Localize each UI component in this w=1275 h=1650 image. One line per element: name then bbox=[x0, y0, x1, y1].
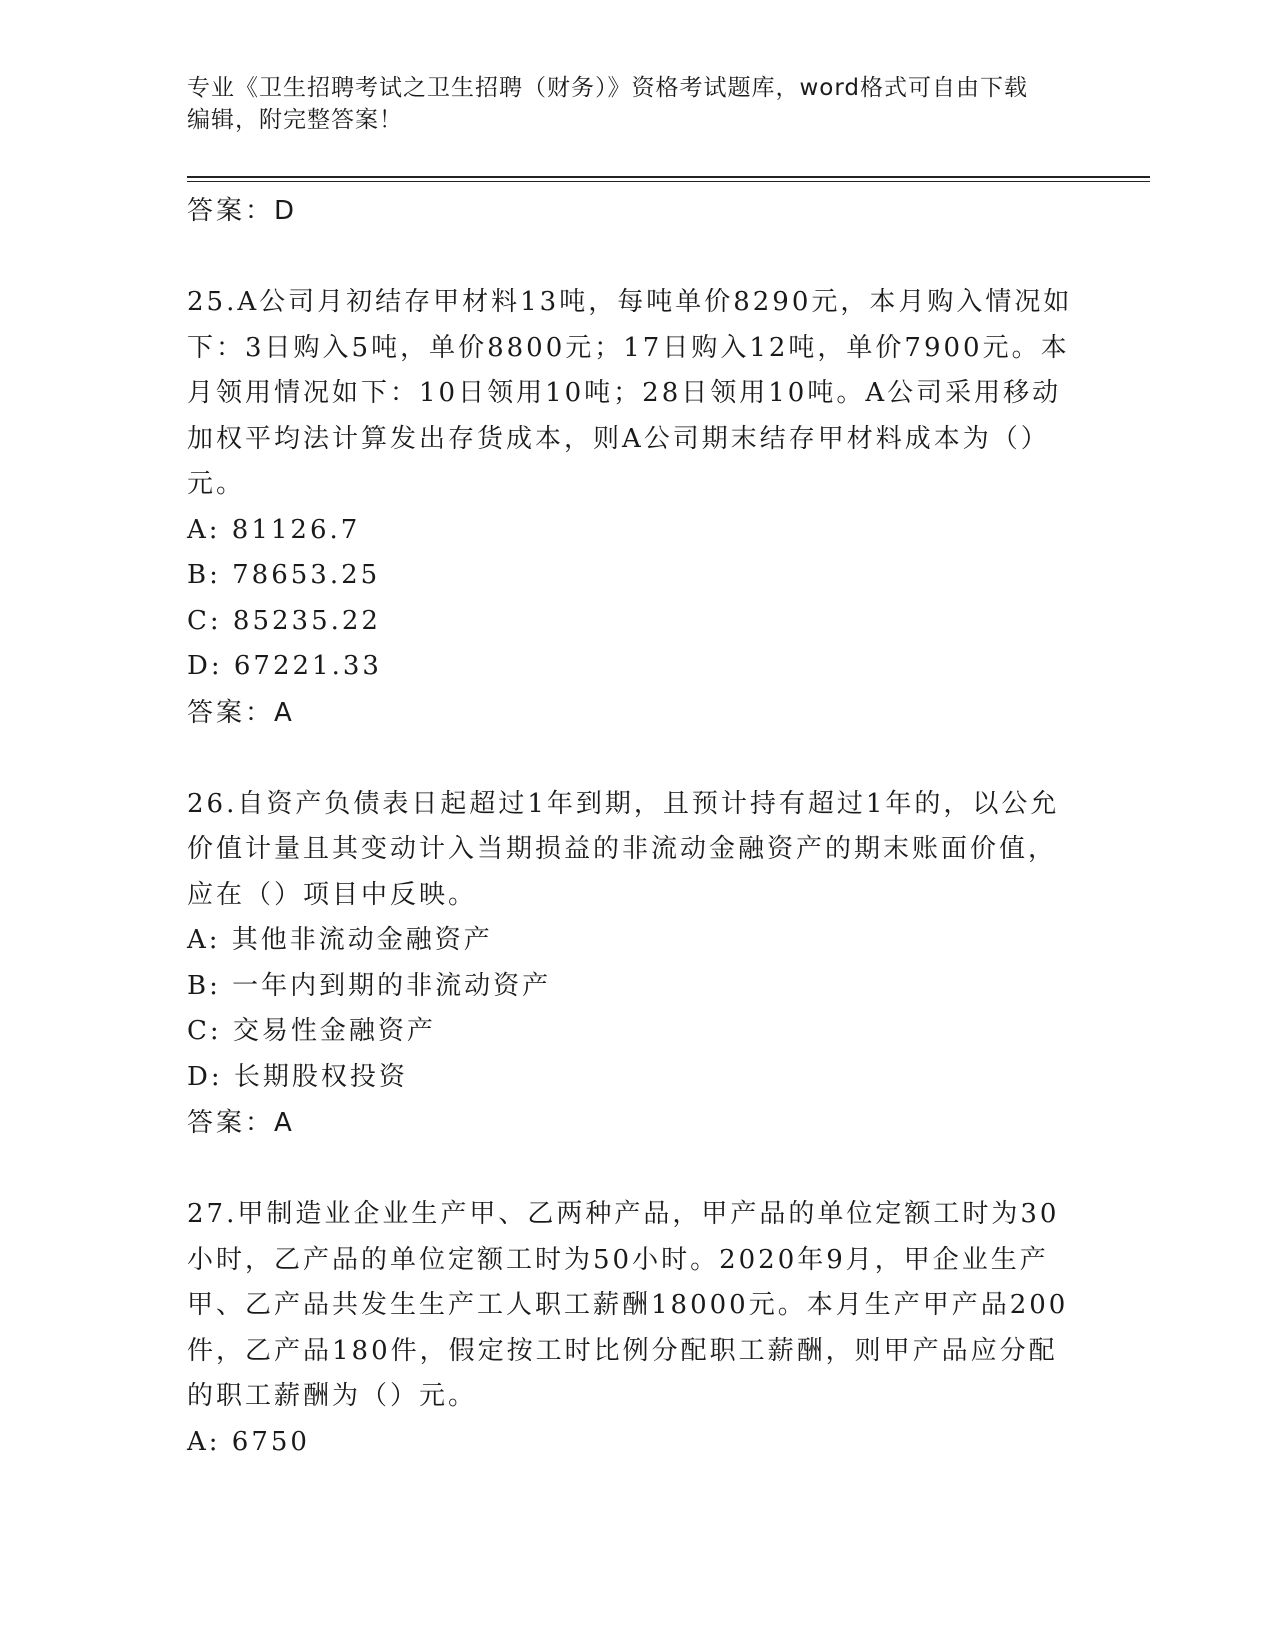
option-c: C: 85235.22 bbox=[187, 605, 381, 636]
option-d: D: 67221.33 bbox=[187, 651, 382, 681]
question-text: 26.自资产负债表日起超过1年到期，且预计持有超过1年的，以公允价值计量且其变动计入当期损益的非流动金融资产的期末账面价值，应在（）项目中反映。 bbox=[187, 788, 1060, 910]
question-block bbox=[187, 280, 1077, 736]
answer-line: 答案：A bbox=[187, 697, 295, 728]
option-b: B: 78653.25 bbox=[187, 560, 381, 590]
question-text: 25.A公司月初结存甲材料13吨，每吨单价8290元，本月购入情况如下：3日购入5吨，单价8800元；17日购入12吨，单价7900元。本月领用情况如下：10日领用10吨；28日领用10吨。A公司采用移动加权平均法计算发出存货成本，则A公司期末结存甲材料成本为（）元。 bbox=[187, 287, 1073, 499]
page-header bbox=[187, 72, 1067, 136]
option-b: B: 一年内到期的非流动资产 bbox=[187, 970, 552, 1001]
question-block bbox=[187, 1192, 1077, 1465]
option-a: A: 81126.7 bbox=[187, 514, 361, 545]
question-block bbox=[187, 782, 1077, 1147]
question-text: 27.甲制造业企业生产甲、乙两种产品，甲产品的单位定额工时为30小时，乙产品的单位定额工时为50小时。2020年9月，甲企业生产甲、乙产品共发生生产工人职工薪酬18000元。本月生产甲产品200件，乙产品180件，假定按工时比例分配职工薪酬，则甲产品应分配的职工薪酬为（）元。 bbox=[187, 1199, 1069, 1411]
option-d: D: 长期股权投资 bbox=[187, 1061, 408, 1092]
header-divider bbox=[187, 176, 1150, 178]
header-line-1: 专业《卫生招聘考试之卫生招聘（财务）》资格考试题库，word格式可自由下载 bbox=[187, 75, 1029, 101]
option-c: C: 交易性金融资产 bbox=[187, 1016, 436, 1046]
answer-line: 答案：A bbox=[187, 1108, 295, 1138]
header-line-2: 编辑，附完整答案！ bbox=[187, 107, 403, 133]
option-a: A: 6750 bbox=[187, 1426, 310, 1457]
document-body bbox=[187, 188, 1077, 1465]
header-divider-thin bbox=[187, 181, 1150, 182]
answer-line: 答案：D bbox=[187, 196, 298, 226]
option-a: A: 其他非流动金融资产 bbox=[187, 925, 493, 955]
